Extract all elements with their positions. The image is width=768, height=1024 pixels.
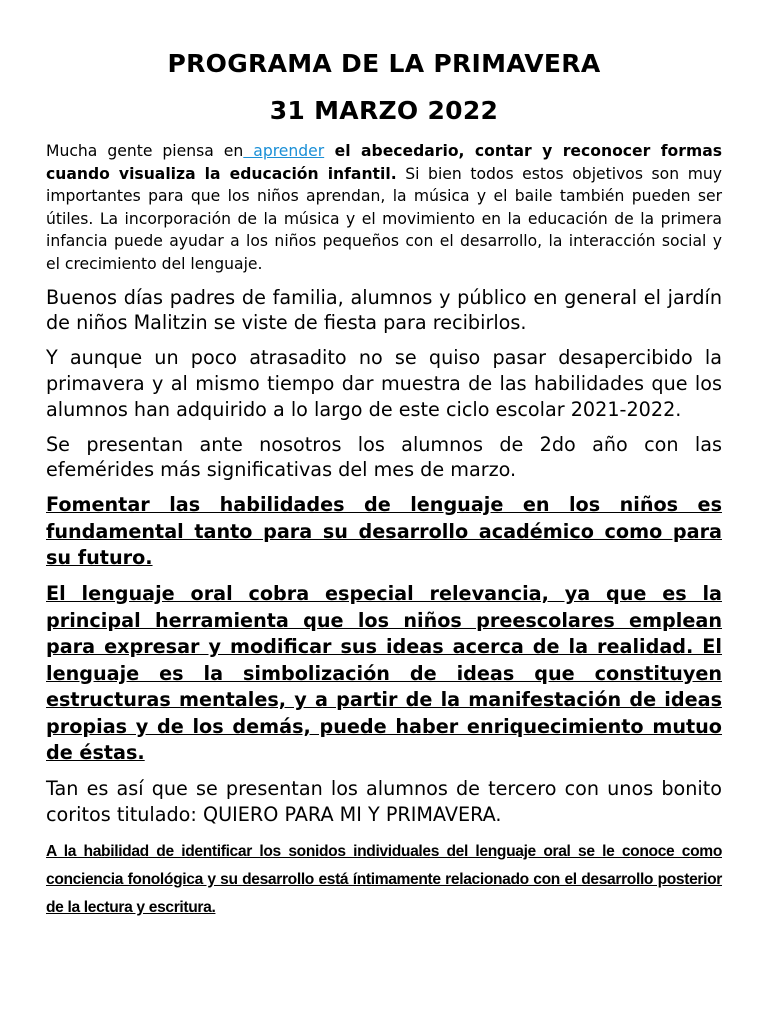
intro-paragraph (46, 140, 722, 276)
document-date: 31 MARZO 2022 (269, 96, 499, 125)
second-year-paragraph: Se presentan ante nosotros los alumnos de 2do año con las efemérides más significativas del mes de marzo. (46, 432, 722, 482)
language-skills-paragraph: Fomentar las habilidades de lenguaje en los niños es fundamental tanto para su desarrollo académico como para su futuro. (46, 493, 722, 570)
oral-language-paragraph: El lenguaje oral cobra especial relevancia, ya que es la principal herramienta que los niños preescolares emplean para expresar y modificar sus ideas acerca de la realidad. El lenguaje es la simbolización de ideas que constituyen estructuras mentales, y a partir de la manifestación de ideas propias y de los demás, puede haber enriquecimiento mutuo de éstas. (46, 581, 722, 765)
document-title: PROGRAMA DE LA PRIMAVERA (167, 49, 601, 78)
aprender-link[interactable]: aprender (243, 142, 325, 160)
welcome-paragraph: Buenos días padres de familia, alumnos y público en general el jardín de niños Malitzin se viste de fiesta para recibirlos. (46, 285, 722, 335)
spring-paragraph: Y aunque un poco atrasadito no se quiso pasar desapercibido la primavera y al mismo tiempo dar muestra de las habilidades que los alumnos han adquirido a lo largo de este ciclo escolar 2021-2022. (46, 346, 722, 421)
intro-text-start: Mucha gente piensa en (46, 142, 244, 160)
document-page (46, 44, 722, 922)
phonological-awareness-paragraph: A la habilidad de identificar los sonidos individuales del lenguaje oral se le conoce como conciencia fonológica y su desarrollo está íntimamente relacionado con el desarrollo posterior de la lectura y escritura. (46, 842, 722, 916)
intro-bold-text: el abecedario, contar y reconocer formas cuando visualiza la educación infantil. (46, 142, 722, 183)
intro-text-end: Si bien todos estos objetivos son muy importantes para que los niños aprendan, la música y el baile también pueden ser útiles. La incorporación de la música y el movimiento en la educación de la primera infancia puede ayudar a los niños pequeños con el desarrollo, la interacción social y el crecimiento del lenguaje. (46, 164, 722, 273)
third-year-paragraph: Tan es así que se presentan los alumnos de tercero con unos bonito coritos titulado: QUIERO PARA MI Y PRIMAVERA. (46, 777, 722, 826)
